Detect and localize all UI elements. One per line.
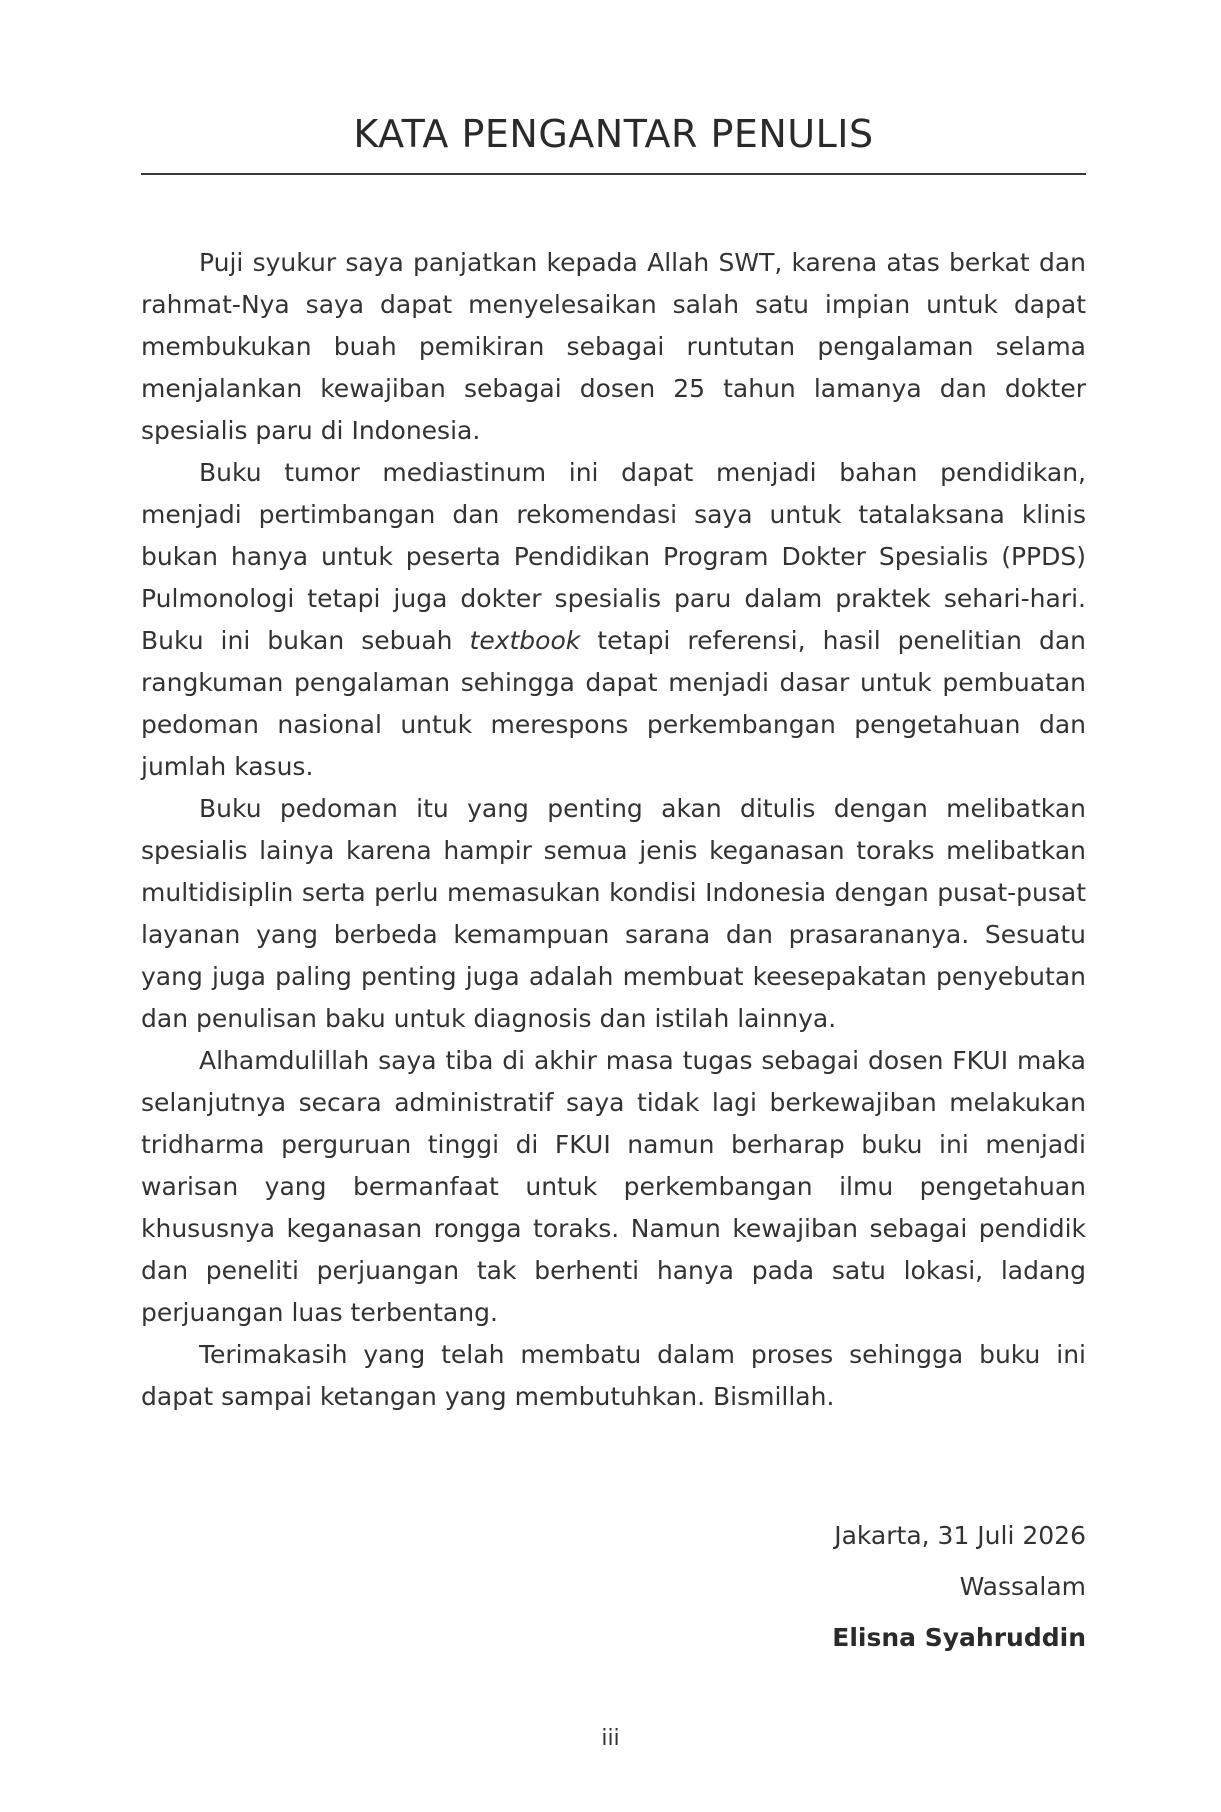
page-title: KATA PENGANTAR PENULIS [353,112,874,156]
salutation: Wassalam [959,1572,1086,1601]
paragraph-5: Terimakasih yang telah membatu dalam proses sehingga buku ini dapat sampai ketangan yang membutuhkan. Bismillah. [141,1340,1086,1411]
paragraph-4: Alhamdulillah saya tiba di akhir masa tugas sebagai dosen FKUI maka selanjutnya secara administratif saya tidak lagi berkewajiban melakukan tridharma perguruan tinggi di FKUI namun berharap buku ini menjadi warisan yang bermanfaat untuk perkembangan ilmu pengetahuan khususnya keganasan rongga toraks. Namun kewajiban sebagai pendidik dan peneliti perjuangan tak berhenti hanya pada satu lokasi, ladang perjuangan luas terbentang. [141,1046,1086,1327]
signature-block [832,1510,1086,1663]
paragraph-2-text-end: tetapi referensi, hasil penelitian dan rangkuman pengalaman sehingga dapat menjadi dasar untuk pembuatan pedoman nasional untuk merespons perkembangan pengetahuan dan jumlah kasus. [141,626,1086,781]
author-name: Elisna Syahruddin [832,1623,1086,1652]
title-underline [141,173,1086,175]
paragraph-2 [141,452,1086,788]
place-date: Jakarta, 31 Juli 2026 [834,1521,1086,1550]
paragraph-2-italic-term: textbook [469,626,581,655]
paragraph-1: Puji syukur saya panjatkan kepada Allah SWT, karena atas berkat dan rahmat-Nya saya dapat menyelesaikan salah satu impian untuk dapat membukukan buah pemikiran sebagai runtutan pengalaman selama menjalankan kewajiban sebagai dosen 25 tahun lamanya dan dokter spesialis paru di Indonesia. [141,248,1086,445]
paragraph-2-text-start: Buku tumor mediastinum ini dapat menjadi bahan pendidikan, menjadi pertimbangan dan rekomendasi saya untuk tatalaksana klinis bukan hanya untuk peserta Pendidikan Program Dokter Spesialis (PPDS) Pulmonologi tetapi juga dokter spesialis paru dalam praktek sehari-hari. Buku ini bukan sebuah [141,458,1086,655]
paragraph-3: Buku pedoman itu yang penting akan ditulis dengan melibatkan spesialis lainya karena hampir semua jenis keganasan toraks melibatkan multidisiplin serta perlu memasukan kondisi Indonesia dengan pusat-pusat layanan yang berbeda kemampuan sarana dan prasarananya. Sesuatu yang juga paling penting juga adalah membuat keesepakatan penyebutan dan penulisan baku untuk diagnosis dan istilah lainnya. [141,794,1086,1033]
page-number: iii [601,1726,620,1751]
preface-body [141,242,1086,1418]
